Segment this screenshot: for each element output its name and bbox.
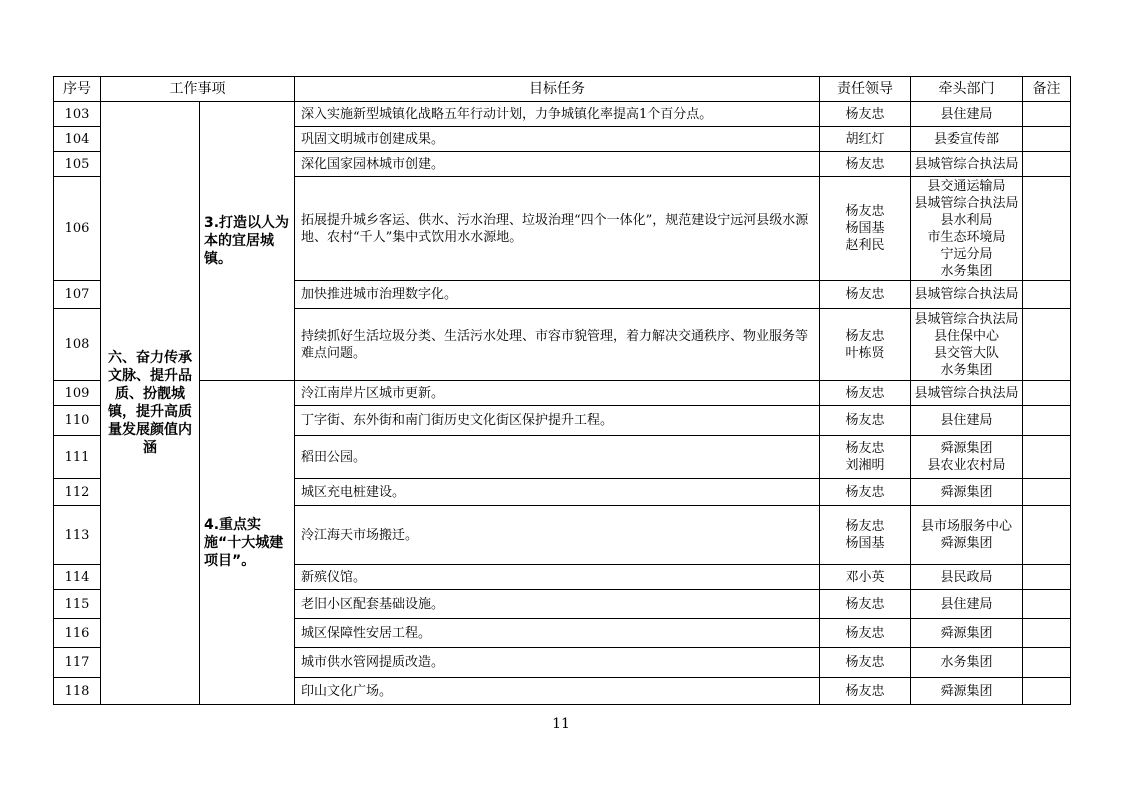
dept-name: 舜源集团	[940, 484, 993, 500]
dept-name: 县住建局	[940, 596, 993, 612]
row-task: 深化国家园林城市创建。	[295, 152, 820, 177]
page-number: 11	[552, 716, 570, 732]
row-depts	[911, 479, 1023, 506]
leader-name: 杨友忠	[845, 328, 885, 344]
header-leader: 责任领导	[820, 77, 911, 102]
row-leaders	[820, 648, 911, 678]
header-note: 备注	[1023, 77, 1071, 102]
row-depts	[911, 152, 1023, 177]
row-leaders	[820, 506, 911, 565]
leader-name: 杨友忠	[845, 441, 885, 456]
row-leaders	[820, 281, 911, 309]
leader-name: 杨友忠	[845, 413, 885, 428]
row-note	[1023, 619, 1071, 648]
row-seq: 111	[54, 436, 101, 479]
row-note	[1023, 506, 1071, 565]
row-note	[1023, 436, 1071, 479]
row-leaders	[820, 309, 911, 381]
row-note	[1023, 406, 1071, 436]
row-leaders	[820, 152, 911, 177]
row-leaders	[820, 381, 911, 406]
row-seq: 106	[54, 177, 101, 281]
leader-name: 杨友忠	[845, 625, 885, 641]
row-task: 城区保障性安居工程。	[295, 619, 820, 648]
row-leaders	[820, 102, 911, 127]
row-depts	[911, 102, 1023, 127]
row-leaders	[820, 619, 911, 648]
leader-name: 杨友忠	[845, 156, 885, 172]
dept-name: 宁远分局	[940, 246, 993, 262]
row-seq: 103	[54, 102, 101, 127]
row-seq: 105	[54, 152, 101, 177]
leader-name: 杨友忠	[845, 106, 885, 122]
row-task: 泠江南岸片区城市更新。	[295, 381, 820, 406]
row-depts	[911, 281, 1023, 309]
row-leaders	[820, 127, 911, 152]
header-seq: 序号	[54, 77, 101, 102]
row-seq: 104	[54, 127, 101, 152]
leader-name: 杨友忠	[845, 596, 885, 612]
leader-name: 杨国基	[845, 221, 885, 236]
row-note	[1023, 678, 1071, 705]
dept-name: 舜源集团	[940, 625, 993, 641]
dept-name: 县城管综合执法局	[914, 311, 1019, 327]
subcategory-4: 4.重点实施“十大城建项目”。	[200, 381, 295, 705]
row-task: 加快推进城市治理数字化。	[295, 281, 820, 309]
row-task: 持续抓好生活垃圾分类、生活污水处理、市容市貌管理，着力解决交通秩序、物业服务等难点问题。	[295, 309, 820, 381]
leader-name: 杨友忠	[845, 519, 885, 534]
row-seq: 118	[54, 678, 101, 705]
row-seq: 109	[54, 381, 101, 406]
task-table	[53, 76, 1071, 705]
dept-name: 县城管综合执法局	[914, 287, 1019, 302]
row-leaders	[820, 177, 911, 281]
row-task: 深入实施新型城镇化战略五年行动计划，力争城镇化率提高1个百分点。	[295, 102, 820, 127]
row-leaders	[820, 406, 911, 436]
row-task: 城区充电桩建设。	[295, 479, 820, 506]
dept-name: 舜源集团	[940, 536, 993, 551]
row-seq: 113	[54, 506, 101, 565]
row-task: 城市供水管网提质改造。	[295, 648, 820, 678]
row-note	[1023, 381, 1071, 406]
table-row	[54, 102, 1071, 127]
leader-name: 邓小英	[845, 569, 885, 585]
row-seq: 117	[54, 648, 101, 678]
row-seq: 115	[54, 590, 101, 619]
dept-name: 水务集团	[940, 263, 993, 279]
dept-name: 县住保中心	[933, 328, 999, 344]
row-note	[1023, 102, 1071, 127]
row-depts	[911, 590, 1023, 619]
dept-name: 县民政局	[940, 569, 993, 585]
header-item: 工作事项	[101, 77, 295, 102]
header-dept: 牵头部门	[911, 77, 1023, 102]
row-task: 老旧小区配套基础设施。	[295, 590, 820, 619]
row-depts	[911, 309, 1023, 381]
row-depts	[911, 565, 1023, 590]
header-task: 目标任务	[295, 77, 820, 102]
row-seq: 112	[54, 479, 101, 506]
row-note	[1023, 479, 1071, 506]
row-task: 巩固文明城市创建成果。	[295, 127, 820, 152]
row-seq: 110	[54, 406, 101, 436]
dept-name: 县住建局	[940, 413, 993, 428]
dept-name: 县委宣传部	[933, 131, 999, 147]
leader-name: 胡红灯	[845, 131, 885, 147]
dept-name: 县交管大队	[933, 345, 999, 361]
dept-name: 舜源集团	[940, 683, 993, 699]
leader-name: 杨友忠	[845, 287, 885, 302]
row-note	[1023, 177, 1071, 281]
row-task: 泠江海天市场搬迁。	[295, 506, 820, 565]
row-depts	[911, 506, 1023, 565]
dept-name: 水务集团	[940, 655, 993, 670]
row-task: 新殡仪馆。	[295, 565, 820, 590]
row-seq: 108	[54, 309, 101, 381]
row-note	[1023, 309, 1071, 381]
row-task: 丁字街、东外街和南门街历史文化街区保护提升工程。	[295, 406, 820, 436]
dept-name: 县住建局	[940, 106, 993, 122]
row-leaders	[820, 590, 911, 619]
table-row	[54, 381, 1071, 406]
row-note	[1023, 127, 1071, 152]
header-row	[54, 77, 1071, 102]
leader-name: 杨友忠	[845, 683, 885, 699]
row-note	[1023, 152, 1071, 177]
dept-name: 县农业农村局	[927, 458, 1006, 473]
row-note	[1023, 590, 1071, 619]
dept-name: 县水利局	[940, 212, 993, 228]
dept-name: 县交通运输局	[927, 178, 1006, 194]
leader-name: 杨友忠	[845, 204, 885, 219]
dept-name: 水务集团	[940, 362, 993, 378]
row-depts	[911, 619, 1023, 648]
row-leaders	[820, 436, 911, 479]
row-leaders	[820, 678, 911, 705]
leader-name: 杨友忠	[845, 385, 885, 401]
row-depts	[911, 436, 1023, 479]
dept-name: 县城管综合执法局	[914, 156, 1019, 172]
leader-name: 杨友忠	[845, 484, 885, 500]
leader-name: 杨友忠	[845, 655, 885, 670]
row-depts	[911, 678, 1023, 705]
category-cell: 六、奋力传承文脉、提升品质、扮靓城镇，提升高质量发展颜值内涵	[101, 102, 200, 705]
row-task: 拓展提升城乡客运、供水、污水治理、垃圾治理“四个一体化”，规范建设宁远河县级水源地、农村“千人”集中式饮用水水源地。	[295, 177, 820, 281]
row-depts	[911, 177, 1023, 281]
row-seq: 114	[54, 565, 101, 590]
row-depts	[911, 406, 1023, 436]
row-depts	[911, 381, 1023, 406]
leader-name: 叶栋贤	[845, 345, 885, 361]
row-leaders	[820, 565, 911, 590]
row-seq: 116	[54, 619, 101, 648]
row-task: 稻田公园。	[295, 436, 820, 479]
dept-name: 舜源集团	[940, 441, 993, 456]
dept-name: 县城管综合执法局	[914, 195, 1019, 211]
row-depts	[911, 127, 1023, 152]
leader-name: 杨国基	[845, 536, 885, 551]
dept-name: 市生态环境局	[927, 229, 1006, 245]
dept-name: 县市场服务中心	[920, 519, 1012, 534]
subcategory-3: 3.打造以人为本的宜居城镇。	[200, 102, 295, 381]
row-note	[1023, 281, 1071, 309]
dept-name: 县城管综合执法局	[914, 385, 1019, 401]
row-depts	[911, 648, 1023, 678]
row-seq: 107	[54, 281, 101, 309]
leader-name: 刘湘明	[845, 458, 885, 473]
row-note	[1023, 565, 1071, 590]
leader-name: 赵利民	[845, 238, 885, 253]
row-task: 印山文化广场。	[295, 678, 820, 705]
row-leaders	[820, 479, 911, 506]
row-note	[1023, 648, 1071, 678]
